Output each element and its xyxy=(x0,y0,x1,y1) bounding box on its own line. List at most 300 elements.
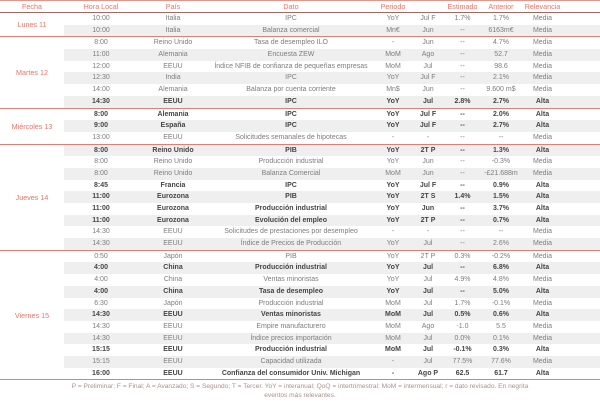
event-row xyxy=(64,368,600,380)
cell-pais: Japón xyxy=(163,299,183,307)
cell-pais: Reino Unido xyxy=(153,39,193,47)
header-periodo: Periodo xyxy=(380,2,406,11)
cell-anterior: 1.5% xyxy=(493,193,509,201)
cell-relevancia: Media xyxy=(532,357,553,365)
cell-estimado: -- xyxy=(460,86,465,94)
cell-hora: 14:00 xyxy=(92,86,110,94)
cell-hora: 0:50 xyxy=(94,252,108,260)
cell-estimado: 1.4% xyxy=(454,193,471,201)
cell-pais: Eurozona xyxy=(157,193,189,201)
cell-hora: 14:30 xyxy=(92,334,110,342)
cell-periodo: Jul xyxy=(422,346,434,354)
event-row xyxy=(64,96,600,108)
cell-relevancia: Media xyxy=(532,15,553,22)
cell-estimado: -- xyxy=(460,169,465,177)
cell-periodo: 2T P xyxy=(420,146,436,154)
cell-dato: Balanza Comercial xyxy=(261,169,321,177)
cell-pais: Italia xyxy=(165,26,181,34)
cell-hora: 8:00 xyxy=(94,39,108,47)
cell-estimado: -- xyxy=(460,133,465,141)
cell-anterior: 2.7% xyxy=(493,122,509,130)
cell-periodo: 2T S xyxy=(420,193,436,201)
cell-dato: Ventas minoristas xyxy=(261,311,321,319)
cell-tipo: MoM xyxy=(385,169,401,177)
event-row xyxy=(64,356,600,368)
cell-periodo: Jul F xyxy=(419,181,437,189)
cell-periodo: Jul xyxy=(422,97,434,105)
cell-relevancia: Alta xyxy=(535,146,550,154)
cell-relevancia: Media xyxy=(532,133,553,141)
cell-tipo: - xyxy=(391,369,395,377)
cell-anterior: 98.6 xyxy=(494,62,508,70)
cell-dato: IPC xyxy=(285,110,297,118)
footnote-line-2: eventos más relevantes. xyxy=(264,391,336,399)
cell-relevancia: Alta xyxy=(535,369,550,377)
event-row xyxy=(64,156,600,168)
cell-relevancia: Alta xyxy=(535,122,550,130)
cell-relevancia: Media xyxy=(532,62,553,70)
cell-hora: 16:00 xyxy=(92,369,110,377)
cell-dato: Producción industrial xyxy=(255,205,327,212)
cell-hora: 8:00 xyxy=(94,158,108,166)
header-anterior: Anterior xyxy=(488,2,514,11)
cell-dato: Producción industrial xyxy=(255,264,327,272)
cell-dato: Encuesta ZEW xyxy=(267,51,315,59)
cell-relevancia: Media xyxy=(532,51,553,59)
cell-pais: Italia xyxy=(165,15,181,22)
cell-periodo: Jun xyxy=(422,39,434,47)
cell-tipo: YoY xyxy=(386,252,400,260)
cell-tipo: YoY xyxy=(386,110,400,118)
cell-estimado: 62.5 xyxy=(455,369,470,377)
cell-dato: IPC xyxy=(285,15,297,22)
cell-estimado: -- xyxy=(460,228,465,236)
cell-dato: Balanza por cuenta corriente xyxy=(246,86,336,94)
cell-tipo: Mn€ xyxy=(386,26,400,34)
event-row xyxy=(64,333,600,345)
cell-anterior: 2.6% xyxy=(493,240,509,248)
cell-anterior: 6163m€ xyxy=(488,26,514,34)
cell-estimado: -1.0 xyxy=(456,322,469,330)
cell-hora: 4:00 xyxy=(94,276,108,284)
cell-pais: Eurozona xyxy=(157,205,189,212)
cell-periodo: Jul xyxy=(422,264,434,272)
cell-anterior: 9.600 m$ xyxy=(486,86,516,94)
cell-pais: EEUU xyxy=(163,133,183,141)
cell-periodo: Jul F xyxy=(419,110,437,118)
cell-tipo: YoY xyxy=(386,193,400,201)
event-row xyxy=(64,132,600,144)
cell-relevancia: Media xyxy=(532,276,553,284)
event-row xyxy=(64,61,600,73)
cell-pais: EEUU xyxy=(163,62,183,70)
cell-tipo: MoM xyxy=(385,334,401,342)
footnote-legend xyxy=(0,380,600,400)
day-label: Viernes 15 xyxy=(0,251,64,380)
cell-periodo: Jul xyxy=(423,240,433,248)
event-row xyxy=(64,180,600,192)
cell-dato: Producción industrial xyxy=(258,299,324,307)
cell-dato: IPC xyxy=(285,97,297,105)
day-group xyxy=(0,13,600,36)
cell-estimado: -- xyxy=(460,74,465,82)
day-group xyxy=(0,250,600,380)
cell-relevancia: Media xyxy=(532,252,553,260)
cell-tipo: YoY xyxy=(386,146,400,154)
cell-dato: Índice de Precios de Producción xyxy=(240,240,342,248)
cell-anterior: 5.5 xyxy=(496,322,506,330)
cell-hora: 12:00 xyxy=(92,62,110,70)
cell-pais: EEUU xyxy=(163,228,183,236)
footnote-line-1: P = Preliminar; F = Final; A = Avanzado; S = Segundo; T = Tercer. YoY = interanual; QoQ = intertrimestral; MoM = intermensual; r = dato revisado. En negrita xyxy=(71,383,529,391)
cell-hora: 12:30 xyxy=(92,74,110,82)
cell-pais: EEUU xyxy=(163,240,183,248)
event-row xyxy=(64,251,600,263)
cell-estimado: -- xyxy=(460,110,465,118)
event-row xyxy=(64,238,600,250)
cell-tipo: YoY xyxy=(386,158,400,166)
cell-hora: 14:30 xyxy=(92,311,110,319)
cell-periodo: Jun xyxy=(422,26,434,34)
cell-anterior: 0.9% xyxy=(493,181,509,189)
cell-pais: EEUU xyxy=(163,357,183,365)
event-row xyxy=(64,298,600,310)
event-row xyxy=(64,286,600,298)
cell-periodo: Ago xyxy=(421,322,435,330)
cell-periodo: Jul xyxy=(423,62,433,70)
cell-relevancia: Media xyxy=(532,39,553,47)
cell-estimado: -- xyxy=(460,158,465,166)
event-row xyxy=(64,226,600,238)
cell-hora: 8:00 xyxy=(93,110,108,118)
cell-anterior: 61.7 xyxy=(494,369,508,377)
cell-tipo: YoY xyxy=(386,74,400,82)
cell-relevancia: Alta xyxy=(535,181,550,189)
cell-estimado: -- xyxy=(460,216,465,224)
cell-estimado: -- xyxy=(460,264,465,272)
cell-tipo: - xyxy=(391,357,395,365)
cell-dato: Balanza comercial xyxy=(262,26,320,34)
cell-pais: EEUU xyxy=(163,322,183,330)
cell-estimado: 77.5% xyxy=(452,357,473,365)
cell-relevancia: Alta xyxy=(535,287,550,295)
cell-anterior: 52.7 xyxy=(494,51,508,59)
day-group xyxy=(0,144,600,250)
cell-estimado: -- xyxy=(460,39,465,47)
cell-hora: 15:15 xyxy=(92,357,110,365)
cell-dato: Tasa de desempleo ILO xyxy=(254,39,328,47)
cell-anterior: 1.7% xyxy=(493,15,509,22)
cell-relevancia: Alta xyxy=(535,216,550,224)
cell-anterior: 0.1% xyxy=(493,334,509,342)
cell-hora: 14:30 xyxy=(92,240,110,248)
cell-pais: Francia xyxy=(160,181,186,189)
cell-periodo: Jul xyxy=(423,276,433,284)
day-label: Miércoles 13 xyxy=(0,109,64,144)
header-hora-local: Hora Local xyxy=(83,2,119,11)
cell-hora: 14:30 xyxy=(92,322,110,330)
cell-pais: Alemania xyxy=(157,110,189,118)
event-row xyxy=(64,191,600,203)
cell-anterior: 2.0% xyxy=(493,110,509,118)
calendar-header xyxy=(0,1,600,13)
cell-periodo: Jul xyxy=(423,357,433,365)
cell-periodo: Jul xyxy=(423,299,433,307)
cell-pais: EEUU xyxy=(163,311,183,319)
cell-relevancia: Media xyxy=(532,169,553,177)
cell-estimado: 1.7% xyxy=(454,299,471,307)
cell-periodo: Jun xyxy=(421,205,435,212)
cell-dato: PIB xyxy=(285,252,297,260)
event-row xyxy=(64,49,600,61)
cell-anterior: 3.7% xyxy=(493,205,509,212)
cell-pais: EEUU xyxy=(163,334,183,342)
cell-relevancia: Alta xyxy=(535,311,550,319)
cell-relevancia: Alta xyxy=(535,110,550,118)
cell-anterior: -0.1% xyxy=(491,299,511,307)
cell-hora: 14:30 xyxy=(92,228,110,236)
event-row xyxy=(64,84,600,96)
cell-tipo: YoY xyxy=(386,264,400,272)
cell-periodo: Jul F xyxy=(420,15,436,22)
cell-anterior: 5.0% xyxy=(493,287,509,295)
cell-estimado: -- xyxy=(460,51,465,59)
cell-dato: Producción industrial xyxy=(258,158,324,166)
cell-relevancia: Alta xyxy=(535,97,550,105)
cell-pais: España xyxy=(160,122,186,130)
cell-dato: Producción industrial xyxy=(255,346,327,354)
cell-dato: IPC xyxy=(285,74,297,82)
cell-hora: 14:30 xyxy=(92,97,110,105)
cell-estimado: 2.8% xyxy=(454,97,471,105)
cell-pais: EEUU xyxy=(163,97,183,105)
cell-pais: India xyxy=(165,74,181,82)
cell-hora: 11:00 xyxy=(92,51,110,59)
cell-periodo: Jul xyxy=(422,311,434,319)
cell-relevancia: Media xyxy=(532,26,553,34)
cell-pais: Reino Unido xyxy=(152,146,194,154)
cell-dato: Evolución del empleo xyxy=(255,216,327,224)
cell-relevancia: Media xyxy=(532,334,553,342)
event-row xyxy=(64,274,600,286)
cell-anterior: 0.6% xyxy=(493,311,509,319)
cell-estimado: 4.9% xyxy=(454,276,471,284)
cell-tipo: YoY xyxy=(386,276,400,284)
cell-estimado: -- xyxy=(460,26,465,34)
cell-pais: China xyxy=(163,276,183,284)
cell-relevancia: Media xyxy=(532,322,553,330)
cell-periodo: Ago P xyxy=(417,369,439,377)
cell-anterior: -- xyxy=(498,228,504,236)
cell-hora: 11:00 xyxy=(92,216,110,224)
cell-hora: 8:00 xyxy=(94,169,108,177)
cell-periodo: Jul xyxy=(423,334,433,342)
cell-pais: EEUU xyxy=(163,369,183,377)
event-row xyxy=(64,168,600,180)
cell-relevancia: Alta xyxy=(535,193,550,201)
cell-estimado: -0.1% xyxy=(453,346,472,354)
cell-estimado: 0.0% xyxy=(454,334,471,342)
cell-anterior: -0.3% xyxy=(491,158,511,166)
event-row xyxy=(64,203,600,215)
day-label: Lunes 11 xyxy=(0,13,64,36)
cell-tipo: - xyxy=(391,133,395,141)
day-label: Martes 12 xyxy=(0,37,64,107)
header-fecha: Fecha xyxy=(22,2,42,11)
cell-tipo: - xyxy=(391,39,395,47)
calendar-body xyxy=(0,13,600,380)
cell-hora: 4:00 xyxy=(93,264,108,272)
event-row xyxy=(64,109,600,121)
cell-pais: Alemania xyxy=(158,51,188,59)
event-row xyxy=(64,262,600,274)
cell-periodo: Jul F xyxy=(419,122,437,130)
event-row xyxy=(64,145,600,157)
cell-relevancia: Alta xyxy=(535,205,550,212)
cell-estimado: -- xyxy=(460,240,465,248)
cell-anterior: 4.7% xyxy=(493,39,509,47)
cell-tipo: YoY xyxy=(386,240,400,248)
cell-hora: 15:15 xyxy=(92,346,110,354)
cell-estimado: -- xyxy=(460,62,465,70)
event-row xyxy=(64,309,600,321)
cell-dato: Solicitudes semanales de hipotecas xyxy=(235,133,347,141)
cell-pais: EEUU xyxy=(163,346,183,354)
cell-hora: 13:00 xyxy=(92,133,110,141)
cell-relevancia: Media xyxy=(532,240,553,248)
cell-estimado: -- xyxy=(460,287,465,295)
cell-periodo: Jul F xyxy=(420,74,436,82)
cell-relevancia: Alta xyxy=(535,264,550,272)
cell-hora: 11:00 xyxy=(92,193,110,201)
cell-anterior: 77.6% xyxy=(491,357,511,365)
day-group xyxy=(0,36,600,107)
cell-periodo: Jun xyxy=(422,86,434,94)
cell-relevancia: Media xyxy=(532,86,553,94)
cell-relevancia: Media xyxy=(532,228,553,236)
cell-anterior: 4.8% xyxy=(493,276,509,284)
cell-estimado: 0.3% xyxy=(454,252,471,260)
cell-periodo: 2T P xyxy=(420,252,436,260)
event-row xyxy=(64,72,600,84)
cell-dato: PIB xyxy=(285,146,297,154)
cell-periodo: Jun xyxy=(422,158,434,166)
cell-tipo: MoM xyxy=(385,311,401,319)
cell-pais: Japón xyxy=(163,252,183,260)
cell-anterior: -- xyxy=(498,133,504,141)
header-periodo-2 xyxy=(412,1,444,13)
cell-estimado: -- xyxy=(460,122,465,130)
cell-anterior: -£21.688m xyxy=(484,169,518,177)
day-label: Jueves 14 xyxy=(0,145,64,250)
cell-anterior: 2.1% xyxy=(493,74,509,82)
cell-hora: 10:00 xyxy=(92,15,110,22)
cell-tipo: MoM xyxy=(385,346,401,354)
cell-dato: Confianza del consumidor Univ. Michigan xyxy=(221,369,361,377)
cell-anterior: 0.7% xyxy=(493,216,509,224)
cell-periodo: Jul xyxy=(422,287,434,295)
cell-pais: Alemania xyxy=(158,86,188,94)
cell-dato: PIB xyxy=(285,193,297,201)
cell-hora: 8:00 xyxy=(93,146,108,154)
cell-periodo: - xyxy=(426,228,430,236)
cell-dato: Índice precios importación xyxy=(250,334,332,342)
cell-hora: 10:00 xyxy=(92,26,110,34)
cell-anterior: 6.8% xyxy=(493,264,509,272)
cell-tipo: YoY xyxy=(386,15,400,22)
cell-periodo: Jun xyxy=(422,169,434,177)
cell-relevancia: Media xyxy=(532,299,553,307)
cell-hora: 11:00 xyxy=(92,205,110,212)
cell-relevancia: Media xyxy=(532,74,553,82)
cell-pais: Reino Unido xyxy=(153,158,193,166)
cell-tipo: YoY xyxy=(386,287,400,295)
cell-dato: Tasa de desempleo xyxy=(258,287,324,295)
cell-pais: Eurozona xyxy=(157,216,189,224)
day-group xyxy=(0,108,600,144)
cell-relevancia: Media xyxy=(532,158,553,166)
cell-dato: Ventas minoristas xyxy=(263,276,319,284)
header-estimado: Estimado xyxy=(447,2,478,11)
cell-tipo: Mn$ xyxy=(386,86,400,94)
cell-estimado: -- xyxy=(460,205,465,212)
cell-hora: 8:45 xyxy=(93,181,108,189)
cell-hora: 9:00 xyxy=(93,122,108,130)
cell-tipo: YoY xyxy=(386,181,400,189)
cell-estimado: -- xyxy=(460,146,465,154)
cell-estimado: -- xyxy=(460,181,465,189)
cell-pais: China xyxy=(163,264,183,272)
event-row xyxy=(64,215,600,227)
event-row xyxy=(64,321,600,333)
header-relevancia: Relevancia xyxy=(524,2,561,11)
cell-anterior: 1.3% xyxy=(493,146,509,154)
cell-relevancia: Alta xyxy=(535,346,550,354)
cell-estimado: 1.7% xyxy=(454,15,471,22)
cell-periodo: Ago xyxy=(421,51,435,59)
cell-dato: IPC xyxy=(285,122,297,130)
event-row xyxy=(64,120,600,132)
cell-tipo: YoY xyxy=(386,97,400,105)
cell-dato: Empire manufacturero xyxy=(256,322,326,330)
header-pais: País xyxy=(165,2,181,11)
cell-tipo: MoM xyxy=(385,51,401,59)
cell-dato: Solicitudes de prestaciones por desempleo xyxy=(224,228,358,236)
cell-tipo: MoM xyxy=(385,62,401,70)
event-row xyxy=(64,37,600,49)
cell-anterior: 0.3% xyxy=(493,346,509,354)
cell-periodo: 2T P xyxy=(420,216,436,224)
cell-periodo: - xyxy=(426,133,430,141)
event-row xyxy=(64,25,600,37)
cell-tipo: YoY xyxy=(386,205,400,212)
cell-pais: China xyxy=(163,287,183,295)
cell-hora: 6:30 xyxy=(94,299,108,307)
cell-estimado: 0.5% xyxy=(454,311,471,319)
cell-hora: 4:00 xyxy=(93,287,108,295)
cell-tipo: YoY xyxy=(386,122,400,130)
cell-dato: IPC xyxy=(285,181,297,189)
event-row xyxy=(64,13,600,25)
cell-anterior: -0.2% xyxy=(491,252,511,260)
cell-tipo: YoY xyxy=(386,216,400,224)
cell-dato: Capacidad utilizada xyxy=(260,357,322,365)
cell-tipo: - xyxy=(391,228,395,236)
cell-dato: Índice NFIB de confianza de pequeñas empresas xyxy=(214,62,368,70)
event-row xyxy=(64,344,600,356)
cell-anterior: 2.7% xyxy=(493,97,509,105)
cell-pais: Reino Unido xyxy=(153,169,193,177)
